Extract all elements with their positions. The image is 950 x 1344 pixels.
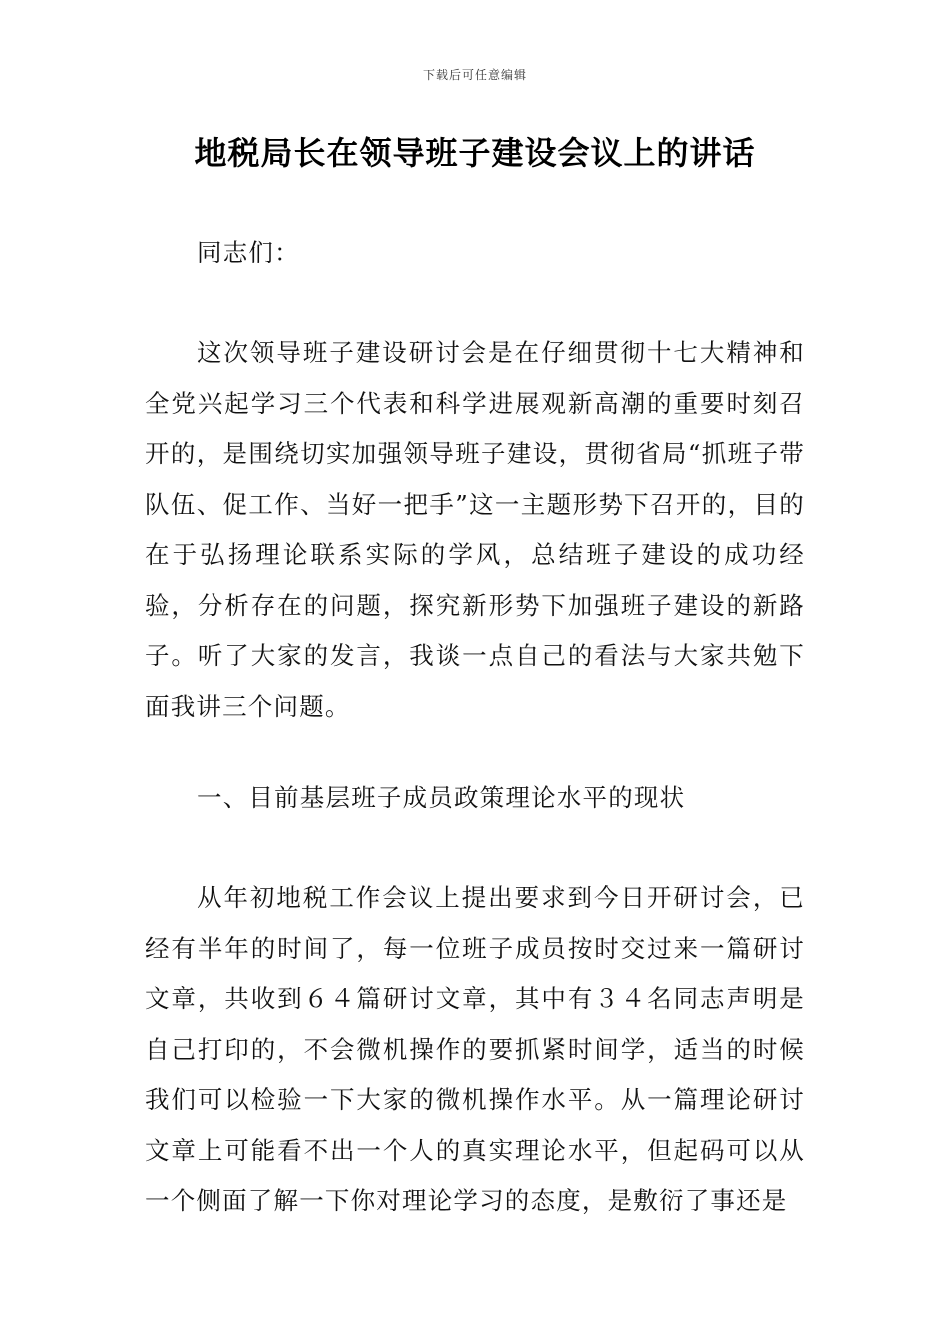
paragraph: 这次领导班子建设研讨会是在仔细贯彻十七大精神和全党兴起学习三个代表和科学进展观新高潮的重要时刻召开的，是围绕切实加强领导班子建设，贯彻省局“抓班子带队伍、促工作、当好一把手”这一主题形势下召开的，目的在于弘扬理论联系实际的学风，总结班子建设的成功经验，分析存在的问题，探究新形势下加强班子建设的新路子。听了大家的发言，我谈一点自己的看法与大家共勉下面我讲三个问题。 bbox=[145, 338, 805, 721]
section-heading: 一、目前基层班子成员政策理论水平的现状 bbox=[197, 783, 686, 812]
paragraph: 从年初地税工作会议上提出要求到今日开研讨会，已经有半年的时间了，每一位班子成员按时交过来一篇研讨文章，共收到６４篇研讨文章，其中有３４名同志声明是自己打印的，不会微机操作的要抓紧时间学，适当的时候我们可以检验一下大家的微机操作水平。从一篇理论研讨文章上可能看不出一个人的真实理论水平，但起码可以从一个侧面了解一下你对理论学习的态度，是敷衍了事还是 bbox=[145, 883, 805, 1215]
document-title: 地税局长在领导班子建设会议上的讲话 bbox=[194, 134, 756, 172]
header-note: 下载后可任意编辑 bbox=[422, 68, 527, 82]
salutation: 同志们： bbox=[197, 238, 300, 267]
